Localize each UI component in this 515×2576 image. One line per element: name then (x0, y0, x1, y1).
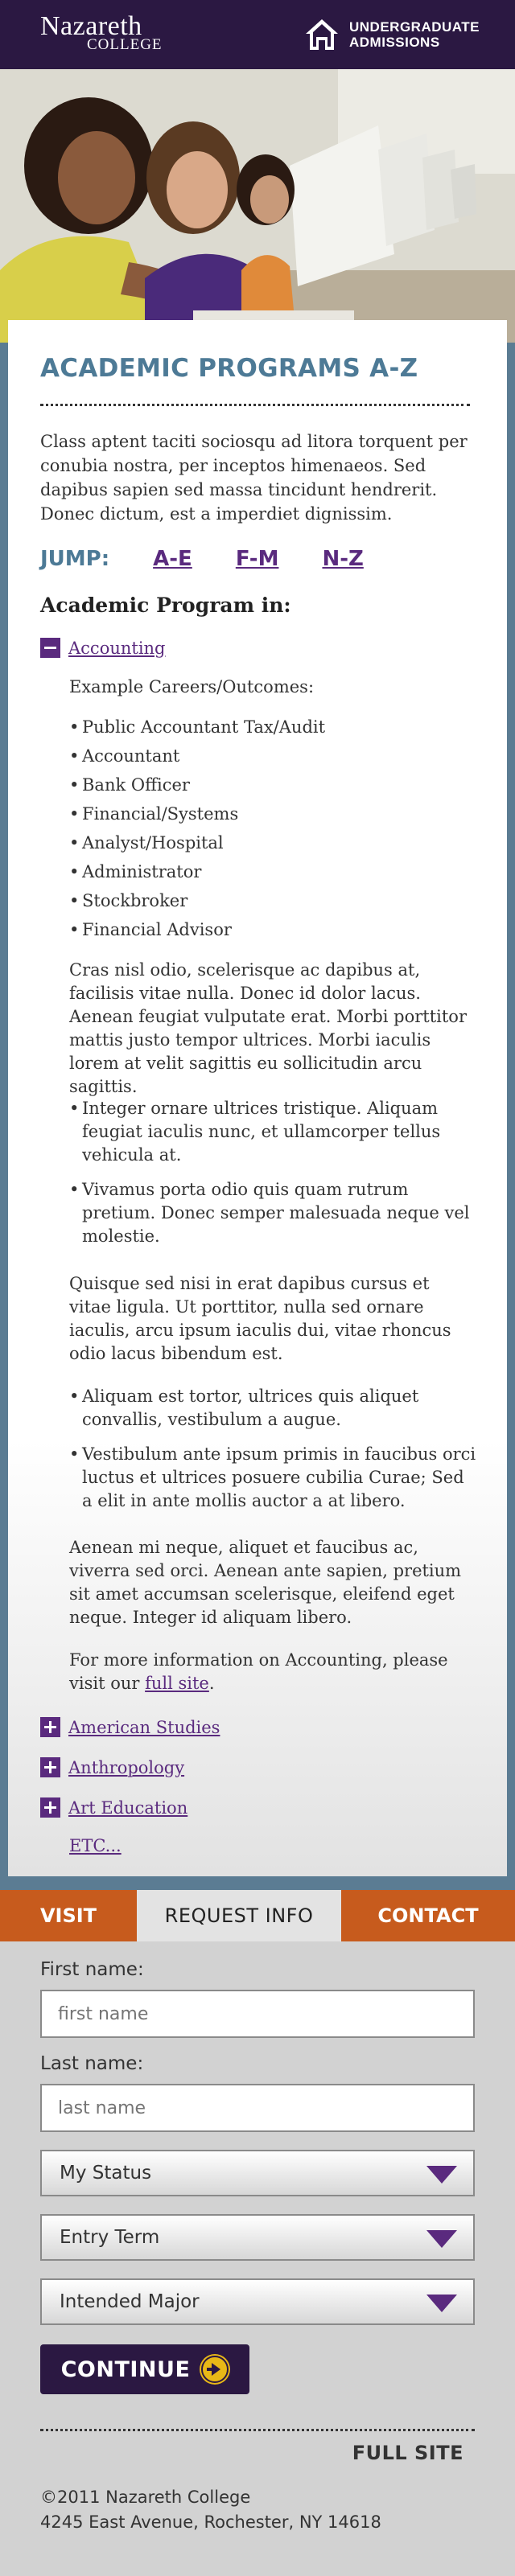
bottom-tabs (0, 1890, 515, 1941)
careers-heading: Example Careers/Outcomes: (69, 677, 315, 696)
status-select-value: My Status (60, 2163, 152, 2184)
nazareth-logo[interactable] (40, 11, 163, 53)
address: 4245 East Avenue, Rochester, NY 14618 (40, 2512, 381, 2532)
list-item: • Vestibulum ante ipsum primis in faucibus orci luctus et ultrices posuere cubilia Curae; Sed a elit in ante mollis auctor a at libero. (69, 1443, 476, 1513)
list-item: • Bank Officer (69, 774, 476, 803)
programs-heading: Academic Program in: (40, 594, 291, 617)
list-item: • Financial/Systems (69, 803, 476, 832)
site-header (0, 0, 515, 69)
last-name-input[interactable] (40, 2084, 475, 2132)
logo-line1: Nazareth (40, 11, 142, 41)
expand-icon[interactable] (40, 1757, 60, 1777)
jump-label: JUMP: (40, 547, 110, 571)
tab-contact[interactable]: CONTACT (377, 1904, 479, 1927)
tab-visit[interactable]: VISIT (39, 1904, 97, 1927)
first-name-label: First name: (40, 1959, 144, 1980)
jump-link-f-m[interactable]: F-M (235, 547, 279, 571)
program-anthropology[interactable] (40, 1757, 184, 1777)
more-info-end: . (208, 1674, 215, 1693)
list-item: • Financial Advisor (69, 918, 476, 947)
hero-photo (0, 69, 515, 343)
admissions-link[interactable] (304, 18, 480, 51)
accounting-bullets-1 (69, 1097, 476, 1248)
jump-link-a-e[interactable]: A-E (153, 547, 192, 571)
first-name-input[interactable] (40, 1990, 475, 2038)
program-accounting[interactable] (40, 638, 166, 658)
major-select-value: Intended Major (60, 2291, 200, 2312)
continue-label: CONTINUE (60, 2356, 191, 2382)
entry-term-select-value: Entry Term (60, 2227, 160, 2248)
program-american-studies[interactable] (40, 1717, 220, 1737)
entry-term-select[interactable] (40, 2214, 475, 2261)
list-item: • Aliquam est tortor, ultrices quis aliquet convallis, vestibulum a augue. (69, 1385, 476, 1432)
accounting-paragraph-3: Aenean mi neque, aliquet et faucibus ac, viverra sed orci. Aenean ante sapien, pretium sit amet accumsan scelerisque, eleifend eget neque. Integer id aliquam libero. (69, 1538, 462, 1627)
tab-request-info[interactable]: REQUEST INFO (137, 1890, 341, 1941)
arrow-right-icon (201, 2356, 229, 2383)
list-item: • Administrator (69, 861, 476, 889)
program-art-education[interactable] (40, 1797, 187, 1818)
page-title: ACADEMIC PROGRAMS A-Z (40, 354, 418, 383)
collapse-icon[interactable] (40, 638, 60, 658)
major-select[interactable] (40, 2278, 475, 2325)
logo-line2: COLLEGE (87, 36, 163, 53)
accounting-bullets-2 (69, 1385, 476, 1513)
list-item: • Integer ornare ultrices tristique. Aliquam feugiat iaculis nunc, et ullamcorper tellus vehicula at. (69, 1097, 476, 1167)
expand-icon[interactable] (40, 1717, 60, 1737)
program-link[interactable]: Art Education (68, 1797, 188, 1818)
intro-text: Class aptent taciti sociosqu ad litora torquent per conubia nostra, per inceptos himenaeos. Sed dapibus sapien sed massa tincidunt hendrerit. Donec dictum, est a imperdiet dignissim. (40, 432, 468, 524)
careers-list (69, 716, 476, 947)
full-site-footer-link[interactable]: FULL SITE (352, 2442, 464, 2464)
program-link[interactable]: Anthropology (68, 1757, 185, 1777)
accounting-paragraph-1: Cras nisl odio, scelerisque ac dapibus at, facilisis vitae nulla. Donec id dolor lacus. Aenean feugiat vulputate erat. Morbi porttitor mattis justo tempor ultrices. Morbi iaculis lorem at velit sagittis eu sollicitudin arcu sagittis. (69, 960, 467, 1096)
list-item: • Public Accountant Tax/Audit (69, 716, 476, 745)
admissions-line2: ADMISSIONS (349, 35, 440, 50)
program-link[interactable]: American Studies (68, 1717, 220, 1737)
last-name-label: Last name: (40, 2053, 144, 2074)
jump-link-n-z[interactable]: N-Z (322, 547, 364, 571)
footer-divider (40, 2429, 475, 2431)
full-site-link[interactable]: full site (145, 1674, 209, 1693)
list-item: • Analyst/Hospital (69, 832, 476, 861)
expand-icon[interactable] (40, 1797, 60, 1818)
admissions-line1: UNDERGRADUATE (349, 19, 480, 35)
list-item: • Stockbroker (69, 889, 476, 918)
title-divider (40, 404, 470, 406)
jump-nav (40, 547, 407, 571)
more-info-prefix: For more information on Accounting, please visit our (69, 1650, 448, 1693)
footer-info (40, 2485, 381, 2535)
dropdown-arrow-icon (426, 2230, 457, 2248)
home-icon (304, 18, 340, 51)
more-info-text (69, 1649, 476, 1695)
copyright: ©2011 Nazareth College (40, 2488, 251, 2507)
list-item: • Vivamus porta odio quis quam rutrum pretium. Donec semper malesuada neque vel molestie. (69, 1178, 476, 1248)
continue-button[interactable] (40, 2344, 249, 2394)
dropdown-arrow-icon (426, 2166, 457, 2184)
accounting-paragraph-2: Quisque sed nisi in erat dapibus cursus et vitae ligula. Ut porttitor, nulla sed ornare iaculis, arcu ipsum iaculis dui, vitae rhoncus odio lacus bibendum est. (69, 1274, 451, 1363)
dropdown-arrow-icon (426, 2295, 457, 2312)
etc-link[interactable]: ETC... (69, 1836, 122, 1855)
list-item: • Accountant (69, 745, 476, 774)
status-select[interactable] (40, 2150, 475, 2196)
program-link-accounting[interactable]: Accounting (68, 638, 166, 658)
